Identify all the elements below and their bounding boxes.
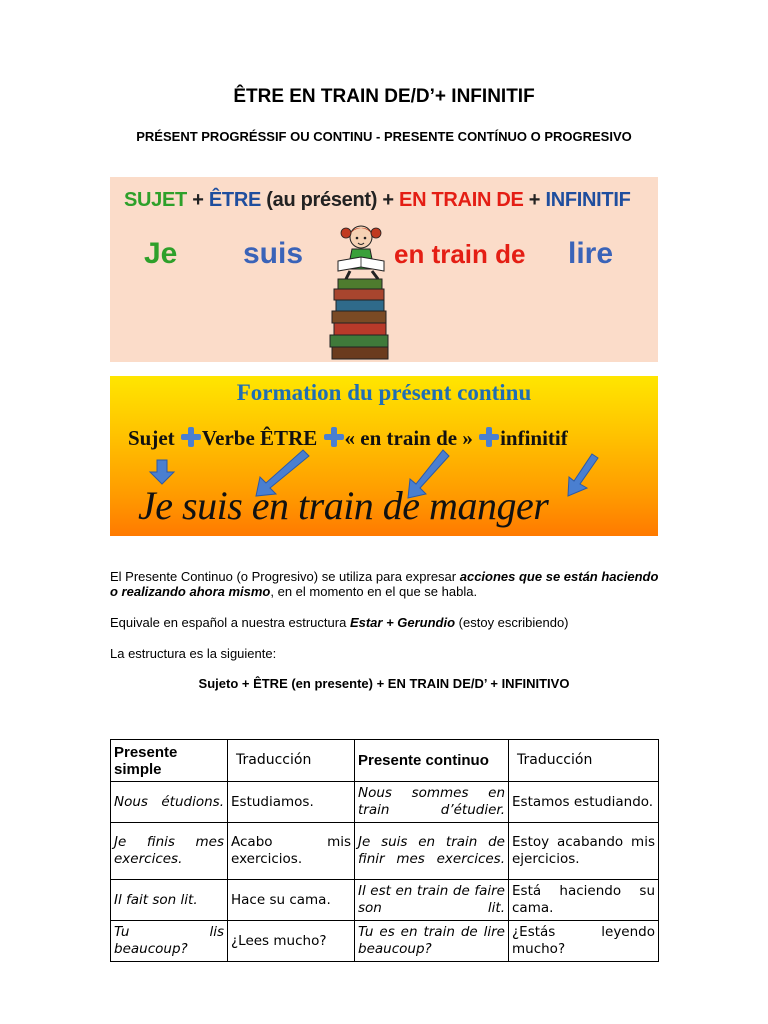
formula-en-train-de: EN TRAIN DE: [399, 189, 524, 211]
formation-verbe: Verbe ÊTRE: [201, 426, 323, 450]
structure-formula: Sujeto + ÊTRE (en presente) + EN TRAIN DE/D’ + INFINITIVO: [198, 676, 570, 691]
word-en-train-de: en train de: [394, 239, 526, 269]
paragraph-text: El Presente Continuo (o Progresivo) se utiliza para expresar: [110, 569, 460, 584]
formula-au-present: (au présent): [261, 189, 383, 211]
page-title: ÊTRE EN TRAIN DE/D’+ INFINITIF: [233, 86, 535, 107]
formula-plus: +: [186, 189, 209, 211]
table-cell: Il fait son lit.: [111, 880, 228, 921]
formula-banner-image: [110, 177, 658, 362]
formation-infinitif: infinitif: [500, 426, 568, 450]
table-cell: Il est en train de faire son lit.: [355, 880, 509, 921]
paragraph-emphasis: Estar + Gerundio: [349, 615, 456, 630]
paragraph-equivalence: [110, 615, 660, 630]
formula-plus: +: [382, 189, 400, 211]
paragraph-structure-intro: La estructura es la siguiente:: [110, 646, 277, 661]
formula-etre: ÊTRE: [208, 189, 262, 211]
word-je: Je: [144, 237, 178, 270]
table-cell: Je suis en train de finir mes exercices.: [355, 823, 509, 880]
paragraph-text: (estoy escribiendo): [455, 615, 569, 630]
table-row: [111, 782, 659, 823]
arrow-down-icon: [150, 460, 174, 484]
table-cell: Tu lis beaucoup?: [111, 921, 228, 962]
word-lire: lire: [568, 237, 614, 270]
word-suis: suis: [243, 237, 304, 270]
table-row: [111, 880, 659, 921]
table-cell: Estudiamos.: [228, 782, 355, 823]
table-row: [111, 921, 659, 962]
table-header: Traducción: [509, 740, 659, 782]
formation-banner-image: [110, 376, 658, 536]
formation-example: Je suis en train de manger: [138, 483, 549, 528]
table-row: [111, 823, 659, 880]
table-cell: Acabo mis exercicios.: [228, 823, 355, 880]
table-cell: Tu es en train de lire beaucoup?: [355, 921, 509, 962]
table-cell: Nous étudions.: [111, 782, 228, 823]
girl-reading-on-books-illustration: [318, 221, 408, 361]
table-cell: Hace su cama.: [228, 880, 355, 921]
arrow-diagonal-icon: [568, 454, 598, 496]
formula-line: [124, 189, 631, 212]
table-cell: ¿Estás leyendo mucho?: [509, 921, 659, 962]
formation-en-train: « en train de »: [344, 426, 479, 450]
formation-title: Formation du présent continu: [236, 380, 532, 405]
page-subtitle: PRÉSENT PROGRÉSSIF OU CONTINU - PRESENTE CONTÍNUO O PROGRESIVO: [136, 129, 632, 144]
table-header: Presente simple: [111, 740, 228, 782]
formation-sujet: Sujet: [128, 426, 180, 450]
table-cell: Je finis mes exercices.: [111, 823, 228, 880]
formula-sujet: SUJET: [124, 189, 187, 211]
paragraph-emphasis: acciones que se están haciendo o realizando ahora mismo: [110, 569, 659, 599]
table-header: Presente continuo: [355, 740, 509, 782]
paragraph-usage: [110, 569, 660, 599]
table-cell: Estoy acabando mis ejercicios.: [509, 823, 659, 880]
table-cell: Estamos estudiando.: [509, 782, 659, 823]
conjugation-table: [110, 739, 659, 962]
table-cell: ¿Lees mucho?: [228, 921, 355, 962]
paragraph-text: Equivale en español a nuestra estructura: [110, 615, 350, 630]
paragraph-text: , en el momento en el que se habla.: [270, 584, 478, 599]
table-cell: Está haciendo su cama.: [509, 880, 659, 921]
formula-infinitif: INFINITIF: [545, 189, 631, 211]
table-header-row: [111, 740, 659, 782]
formula-plus: +: [523, 189, 546, 211]
table-cell: Nous sommes en train d’étudier.: [355, 782, 509, 823]
table-header: Traducción: [228, 740, 355, 782]
